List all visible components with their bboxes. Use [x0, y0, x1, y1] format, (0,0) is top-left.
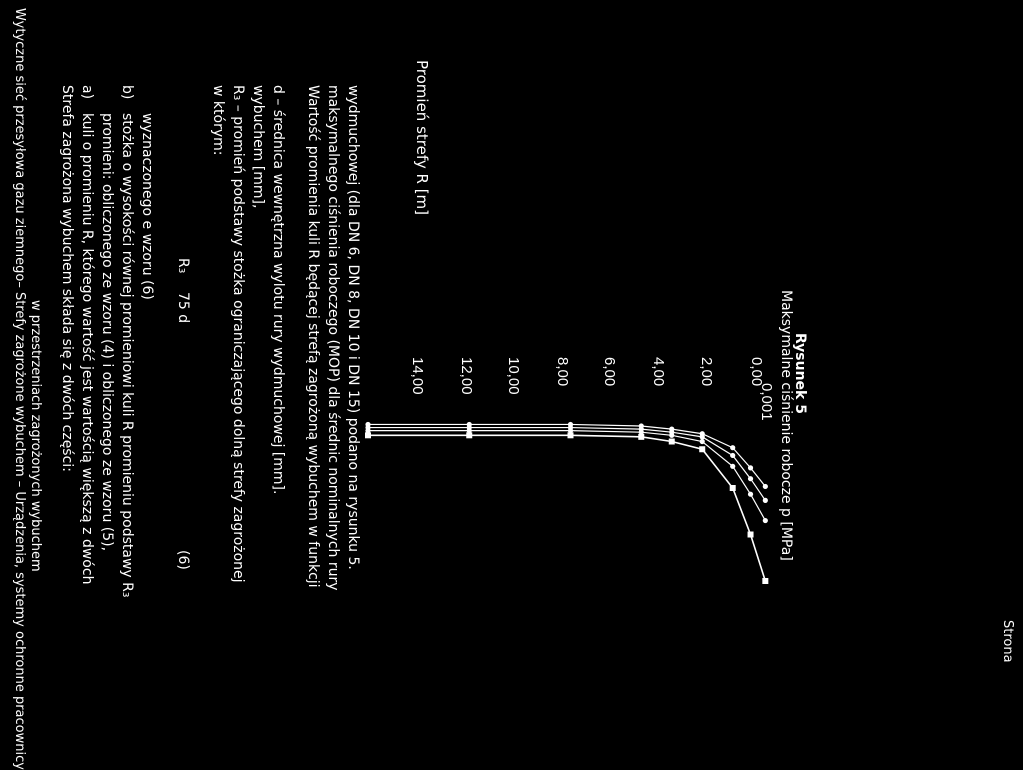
series-3-line [368, 428, 765, 501]
series-4-point-7 [730, 445, 735, 450]
definitions-heading: w którym: [210, 85, 226, 156]
series-2-point-6 [700, 439, 705, 444]
y-tick-6: 6,00 [601, 357, 618, 387]
series-3-point-7 [730, 453, 735, 458]
y-tick-12: 12,00 [458, 357, 475, 395]
series-4-point-3 [568, 422, 573, 427]
series-1-point-6 [699, 446, 705, 452]
series-4-point-4 [639, 423, 644, 428]
paragraph-line-2: maksymalnego ciśnienia roboczego (MOP) dla średnic nominalnych rury [325, 85, 341, 591]
series-4-point-2 [467, 422, 472, 427]
y-tick-8: 8,00 [554, 357, 571, 387]
item-a-line-1: kuli o promieniu R, którego wartość jest wartością większą z dwóch [79, 113, 95, 585]
series-1-line [368, 435, 765, 581]
item-b-marker: b) [119, 85, 135, 100]
y-tick-2: 2,00 [698, 357, 715, 387]
definition-r3-line-2: wybuchem [mm], [250, 85, 266, 209]
item-a-marker: a) [79, 85, 95, 100]
item-a-line-2: promieni: obliczonego ze wzoru (4) i obliczonego ze wzoru (5), [99, 113, 115, 552]
series-2-point-7 [730, 464, 735, 469]
formula-rhs: 75 d [175, 292, 191, 324]
series-4-point-6 [700, 431, 705, 436]
paragraph-line-1: Wartość promienia kuli R będącej strefą zagrożoną wybuchem w funkcji [305, 85, 321, 588]
intro-text: Strefa zagrożona wybuchem składa się z dwóch części: [59, 85, 75, 472]
series-1-point-7 [730, 485, 736, 491]
y-tick-0: 0,00 [748, 357, 765, 387]
item-b-line-2: wyznaczonego e wzoru (6) [139, 113, 155, 300]
series-3-point-8 [748, 476, 753, 481]
chart-caption: Rysunek 5 [792, 333, 808, 414]
y-tick-4: 4,00 [650, 357, 667, 387]
series-3-point-9 [763, 498, 768, 503]
series-1-point-9 [762, 578, 768, 584]
header-line-2: w przestrzeniach zagrożonych wybuchem [28, 300, 43, 572]
header-line-1: Wytyczne sieć przesyłowa gazu ziemnego– Strefy zagrożone wybuchem – Urządzenia, systemy ochronne pracownicy [12, 8, 27, 770]
formula-lhs: R₃ [175, 258, 191, 274]
paragraph-line-3: wydmuchowej (dla DN 6, DN 8, DN 10 i DN 15) podano na rysunku 5. [345, 85, 361, 570]
x-tick-0-001: 0,001 [758, 383, 775, 421]
definition-d: d – średnica wewnętrzna wylotu rury wydmuchowej [mm]. [270, 85, 286, 495]
formula-number: (6) [175, 550, 191, 570]
series-2-point-9 [763, 518, 768, 523]
series-1-point-8 [748, 532, 754, 538]
series-4-point-9 [763, 484, 768, 489]
series-4-line [368, 424, 765, 486]
series-2-point-8 [748, 492, 753, 497]
series-4-point-5 [669, 427, 674, 432]
footer-page-label: Strona [1000, 620, 1015, 663]
series-2-line [368, 431, 765, 521]
series-4-point-8 [748, 465, 753, 470]
chart-xlabel: Maksymalne ciśnienie robocze p [MPa] [778, 290, 794, 561]
chart-ylabel: Promień strefy R [m] [413, 60, 431, 216]
definition-r3-line-1: R₃ – promień podstawy stożka ograniczającego dolną strefy zagrożonej [230, 85, 246, 583]
series-1-point-5 [669, 439, 675, 445]
item-b-line-1: stożka o wysokości równej promieniowi kuli R promieniu podstawy R₃ [119, 113, 135, 598]
series-4-point-1 [365, 422, 370, 427]
y-tick-14: 14,00 [409, 357, 426, 395]
y-tick-10: 10,00 [505, 357, 522, 395]
